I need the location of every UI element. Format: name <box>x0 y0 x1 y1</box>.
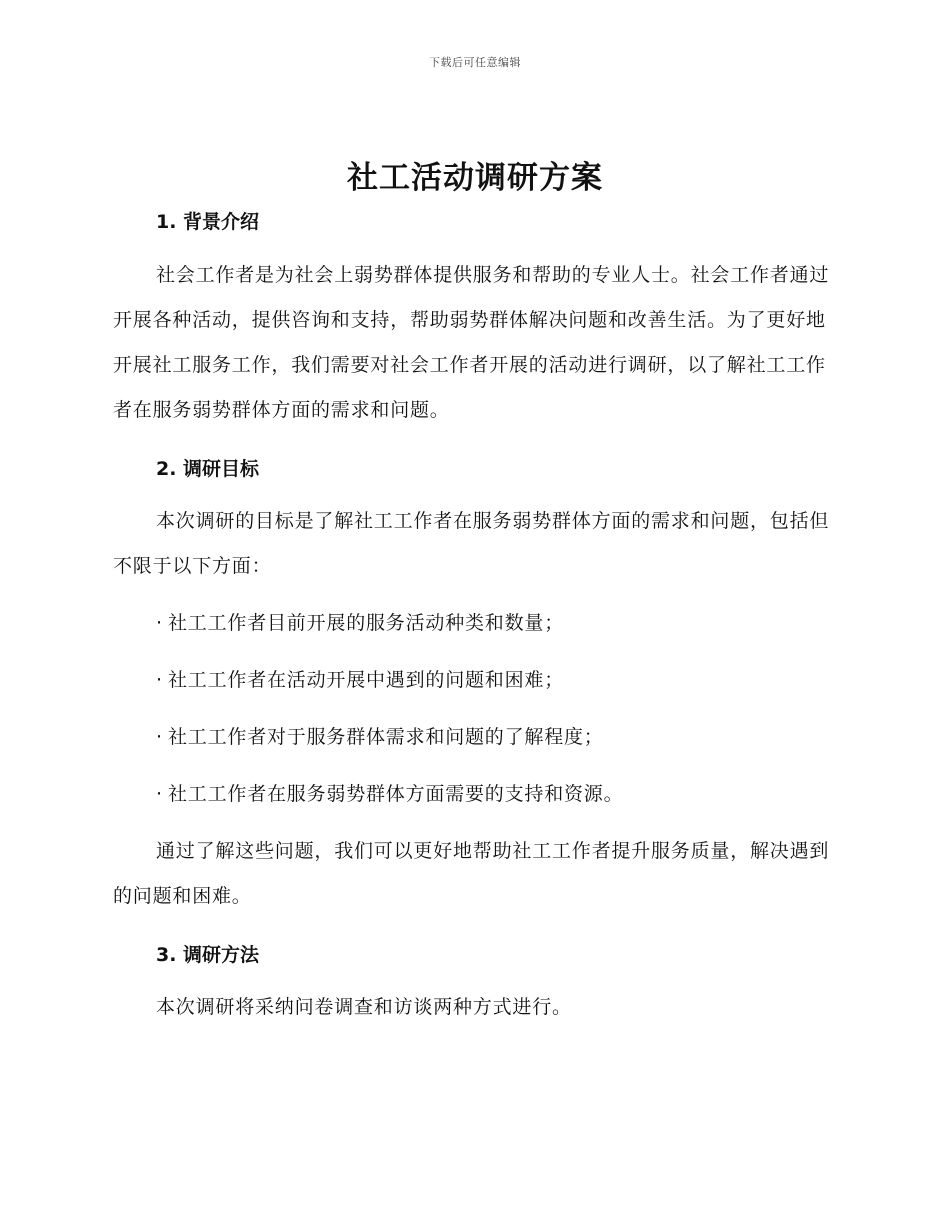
list-item-text: 社工工作者对于服务群体需求和问题的了解程度； <box>168 726 604 748</box>
spacer <box>113 589 833 601</box>
spacer <box>113 919 833 937</box>
spacer <box>113 487 833 499</box>
list-item <box>156 772 833 817</box>
document-title: 社工活动调研方案 <box>347 160 603 196</box>
spacer <box>113 973 833 985</box>
section-heading-goals: 2. 调研目标 <box>156 458 260 480</box>
list-item-text: 社工工作者在活动开展中遇到的问题和困难； <box>168 669 565 691</box>
spacer <box>113 817 833 829</box>
goals-intro-paragraph: 本次调研的目标是了解社工工作者在服务弱势群体方面的需求和问题，包括但不限于以下方面： <box>113 510 830 577</box>
bullet-icon: · <box>156 612 163 634</box>
spacer <box>113 240 833 253</box>
spacer <box>113 433 833 451</box>
page-header-note: 下载后可任意编辑 <box>429 56 521 69</box>
list-item <box>156 658 833 703</box>
goals-list <box>113 601 833 817</box>
document-body <box>113 204 833 1030</box>
bullet-icon: · <box>156 669 163 691</box>
list-item <box>156 715 833 760</box>
methods-paragraph: 本次调研将采纳问卷调查和访谈两种方式进行。 <box>156 996 572 1018</box>
list-item-text: 社工工作者在服务弱势群体方面需要的支持和资源。 <box>168 783 624 805</box>
section-heading-methods: 3. 调研方法 <box>156 944 260 966</box>
bullet-icon: · <box>156 783 163 805</box>
goals-conclusion-paragraph: 通过了解这些问题，我们可以更好地帮助社工工作者提升服务质量，解决遇到的问题和困难。 <box>113 840 830 907</box>
background-paragraph: 社会工作者是为社会上弱势群体提供服务和帮助的专业人士。社会工作者通过开展各种活动，提供咨询和支持，帮助弱势群体解决问题和改善生活。为了更好地开展社工服务工作，我们需要对社会工作者开展的活动进行调研，以了解社工工作者在服务弱势群体方面的需求和问题。 <box>113 264 830 421</box>
section-heading-background: 1. 背景介绍 <box>156 211 260 233</box>
bullet-icon: · <box>156 726 163 748</box>
list-item-text: 社工工作者目前开展的服务活动种类和数量； <box>168 612 565 634</box>
list-item <box>156 601 833 646</box>
